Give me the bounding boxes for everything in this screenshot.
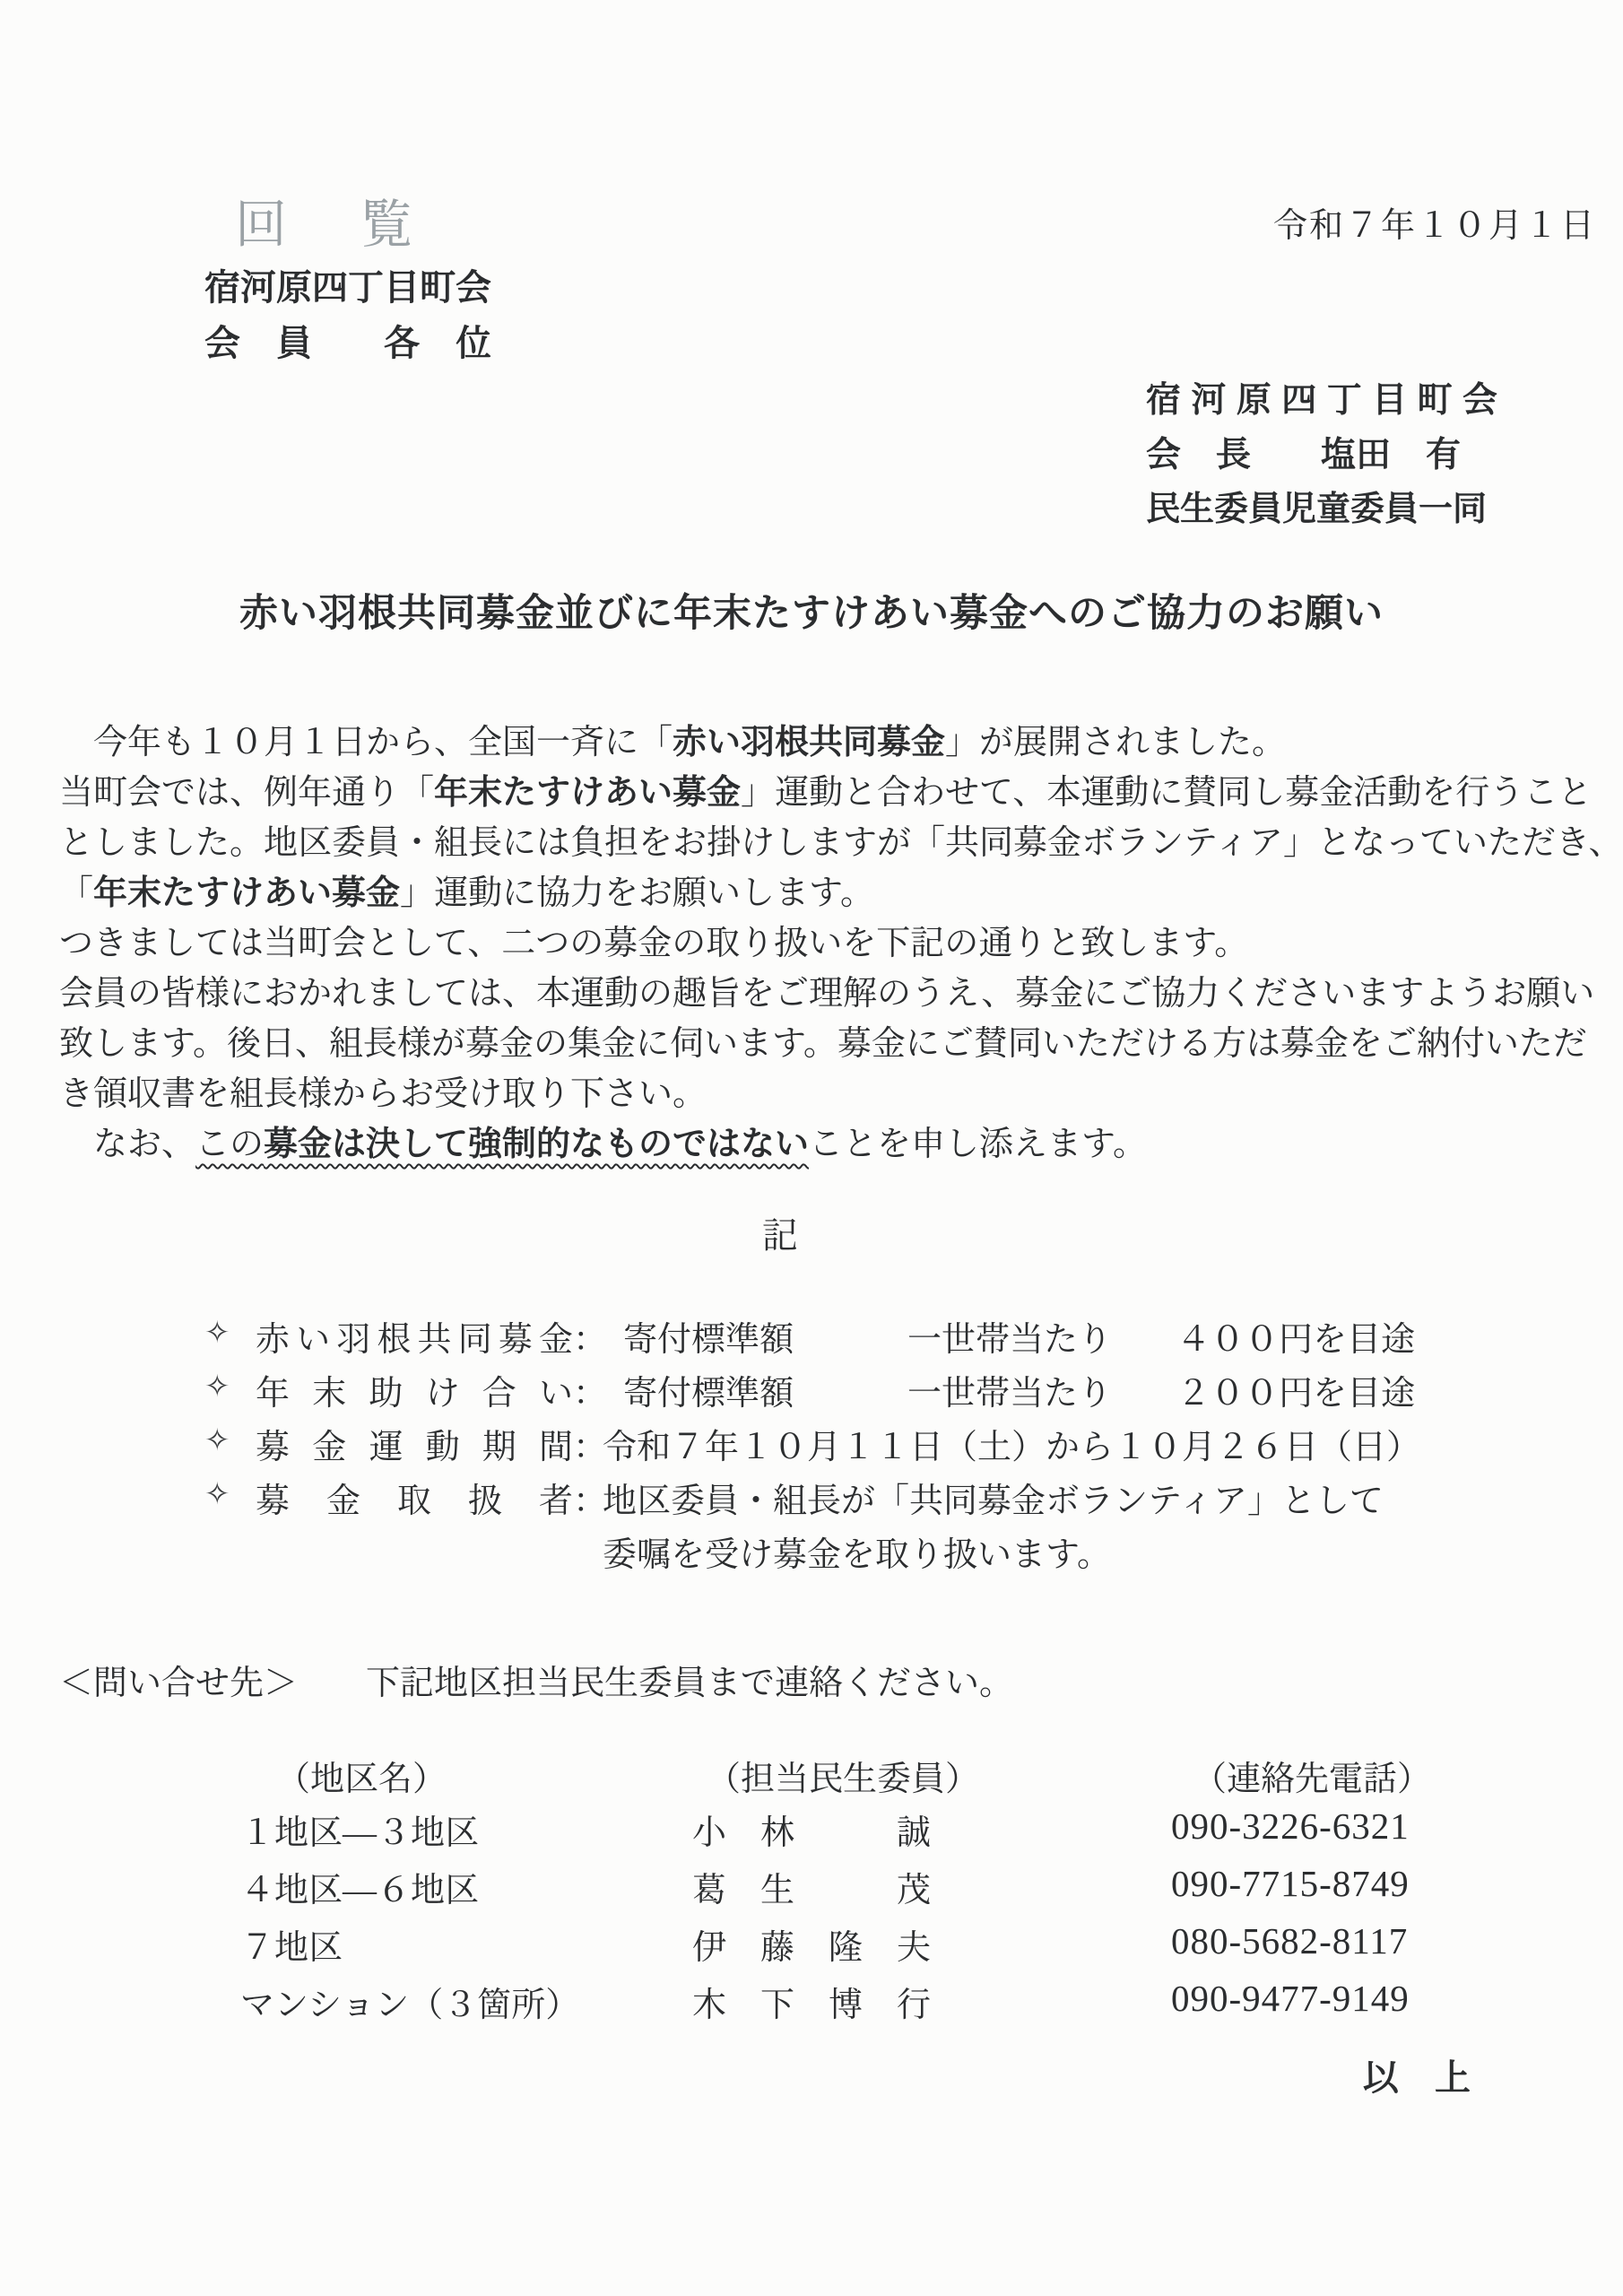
phone-cell: 090-9477-9149 — [1171, 1978, 1410, 2019]
closing-mark: 以 上 — [1363, 2057, 1471, 2098]
memo-item-toriatsukai — [0, 1473, 1623, 1526]
memo-heading: 記 — [762, 1215, 798, 1256]
memo-item-value: 令和７年１０月１１日（土）から１０月２６日（日） — [603, 1429, 1421, 1466]
column-header-district: （地区名） — [276, 1761, 447, 1798]
sender-chairman: 会 長 塩田 有 — [1146, 436, 1462, 474]
memo-item-value: 委嘱を受け募金を取り扱います。 — [603, 1536, 1111, 1574]
body-line: き領収書を組長様からお受け取り下さい。 — [59, 1075, 707, 1113]
phone-cell: 090-3226-6321 — [1171, 1805, 1410, 1847]
phone-cell: 080-5682-8117 — [1171, 1920, 1409, 1961]
memo-item-value: 寄付標準額 — [623, 1321, 794, 1359]
memo-item-value: 地区委員・組長が「共同募金ボランティア」として — [603, 1483, 1384, 1520]
memo-item-value: 一世帯当たり — [907, 1321, 1113, 1359]
document-title: 赤い羽根共同募金並びに年末たすけあい募金へのご協力のお願い — [239, 593, 1384, 635]
member-cell: 葛 生 茂 — [692, 1872, 932, 1909]
body-line: 今年も１０月１日から、全国一斉に「赤い羽根共同募金」が展開されました。 — [59, 724, 1287, 761]
district-cell: ４地区—６地区 — [240, 1872, 480, 1909]
table-row — [0, 1805, 1623, 1862]
memo-item-label: 年末助け合い ： — [256, 1375, 607, 1413]
member-cell: 小 林 誠 — [692, 1814, 932, 1852]
body-line: なお、この募金は決して強制的なものではないことを申し添えます。 — [59, 1126, 1148, 1163]
memo-item-kikan — [0, 1419, 1623, 1473]
sender-block — [1146, 373, 1497, 537]
sender-committee: 民生委員児童委員一同 — [1146, 491, 1488, 528]
body-line: としました。地区委員・組長には負担をお掛けしますが「共同募金ボランティア」となっていただき、 — [59, 824, 1623, 862]
memo-item-value: 一世帯当たり — [907, 1375, 1113, 1413]
memo-item-nenmatsu — [0, 1365, 1623, 1419]
body-line: つきましては当町会として、二つの募金の取り扱いを下記の通りと致します。 — [59, 925, 1249, 962]
memo-item-toriatsukai-cont — [0, 1526, 1623, 1580]
memo-item-value: ２００円を目途 — [1176, 1375, 1416, 1413]
sender-org: 宿河原四丁目町会 — [1146, 381, 1497, 420]
body-text — [59, 718, 1623, 1170]
memo-item-label: 募金取扱者 ： — [256, 1483, 607, 1520]
body-line: 致します。後日、組長様が募金の集金に伺います。募金にご賛同いただける方は募金をご納付いただ — [59, 1025, 1587, 1063]
document-date: 令和７年１０月１日 — [1273, 207, 1597, 245]
diamond-bullet-icon: ✧ — [204, 1478, 230, 1511]
column-header-member: （担当民生委員） — [707, 1761, 980, 1798]
recipient-org: 宿河原四丁目町会 — [204, 267, 491, 308]
diamond-bullet-icon: ✧ — [204, 1370, 230, 1404]
recipient-block — [204, 260, 491, 371]
circulation-stamp: 回 覧 — [235, 196, 424, 254]
diamond-bullet-icon: ✧ — [204, 1424, 230, 1457]
member-cell: 木 下 博 行 — [692, 1987, 932, 2024]
memo-item-label: 募金運動期間 ： — [256, 1429, 607, 1466]
member-cell: 伊 藤 隆 夫 — [692, 1929, 932, 1967]
table-row — [0, 1977, 1623, 2034]
memo-item-label: 赤い羽根共同募金 ： — [256, 1321, 607, 1359]
contact-intro: ＜問い合せ先＞ 下記地区担当民生委員まで連絡ください。 — [59, 1665, 1014, 1702]
diamond-bullet-icon: ✧ — [204, 1317, 230, 1350]
phone-cell: 090-7715-8749 — [1171, 1863, 1410, 1904]
district-cell: マンション（３箇所） — [240, 1987, 580, 2024]
district-cell: １地区—３地区 — [240, 1814, 480, 1852]
recipient-salutation: 会 員 各 位 — [204, 323, 491, 363]
table-row — [0, 1919, 1623, 1977]
column-header-phone: （連絡先電話） — [1193, 1761, 1432, 1798]
body-line: 当町会では、例年通り「年末たすけあい募金」運動と合わせて、本運動に賛同し募金活動を行うこと — [59, 774, 1593, 812]
memo-item-akaihane — [0, 1311, 1623, 1365]
body-line: 会員の皆様におかれましては、本運動の趣旨をご理解のうえ、募金にご協力くださいますようお願い — [59, 975, 1595, 1013]
memo-item-value: ４００円を目途 — [1176, 1321, 1416, 1359]
district-cell: ７地区 — [240, 1929, 343, 1967]
table-row — [0, 1862, 1623, 1919]
memo-item-value: 寄付標準額 — [623, 1375, 794, 1413]
body-line: 「年末たすけあい募金」運動に協力をお願いします。 — [59, 874, 874, 912]
